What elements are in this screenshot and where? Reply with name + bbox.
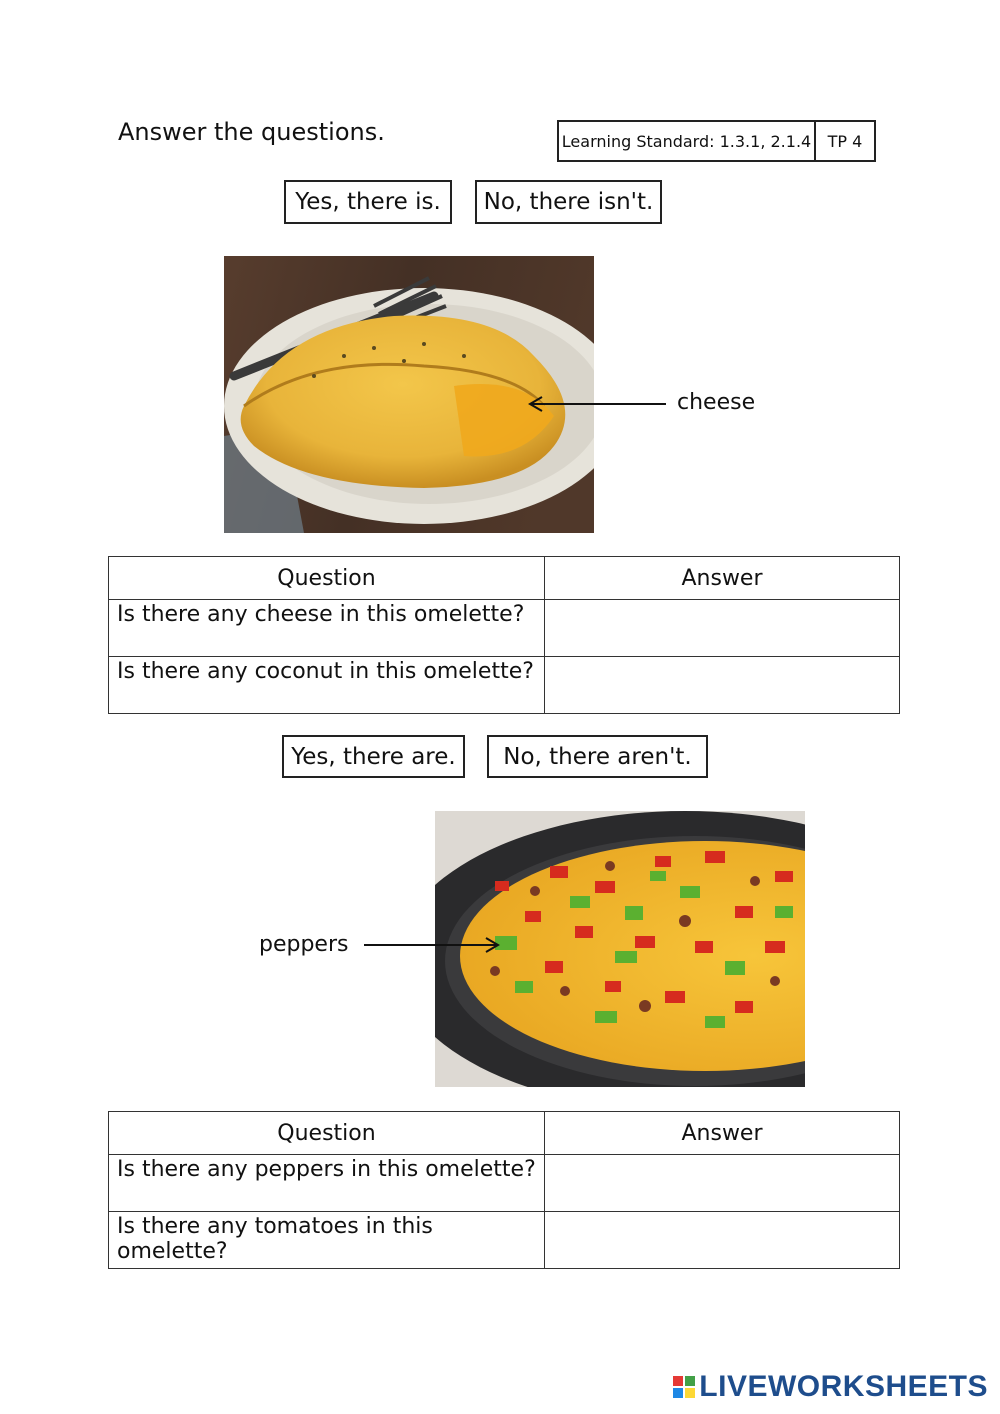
logo-text: LIVEWORKSHEETS bbox=[699, 1370, 988, 1403]
liveworksheets-logo bbox=[673, 1370, 988, 1404]
question-cell: Is there any peppers in this omelette? bbox=[109, 1155, 545, 1212]
question-cell: Is there any coconut in this omelette? bbox=[109, 657, 545, 714]
question-header: Question bbox=[109, 557, 545, 600]
answer-cell[interactable] bbox=[545, 1155, 900, 1212]
answer-header: Answer bbox=[545, 1112, 900, 1155]
tp-label: TP 4 bbox=[827, 131, 863, 151]
question-cell: Is there any tomatoes in this omelette? bbox=[109, 1212, 545, 1269]
option-no-there-arent[interactable]: No, there aren't. bbox=[487, 735, 708, 778]
table-row bbox=[109, 1155, 900, 1212]
question-table-1 bbox=[108, 556, 900, 714]
logo-mark-icon bbox=[673, 1376, 695, 1398]
learning-standard-box bbox=[557, 120, 876, 162]
option-no-there-isnt[interactable]: No, there isn't. bbox=[475, 180, 662, 224]
option-yes-there-are[interactable]: Yes, there are. bbox=[282, 735, 465, 778]
cheese-label: cheese bbox=[677, 390, 756, 415]
question-header: Question bbox=[109, 1112, 545, 1155]
question-table-2 bbox=[108, 1111, 900, 1269]
peppers-label: peppers bbox=[259, 932, 349, 957]
table-row bbox=[109, 1212, 900, 1269]
answer-cell[interactable] bbox=[545, 657, 900, 714]
learning-standard-label: Learning Standard: 1.3.1, 2.1.4 bbox=[559, 122, 816, 160]
answer-cell[interactable] bbox=[545, 600, 900, 657]
cheese-arrow-icon bbox=[526, 394, 668, 414]
instruction-text: Answer the questions. bbox=[118, 118, 385, 146]
question-cell: Is there any cheese in this omelette? bbox=[109, 600, 545, 657]
answer-cell[interactable] bbox=[545, 1212, 900, 1269]
table-row bbox=[109, 600, 900, 657]
answer-header: Answer bbox=[545, 557, 900, 600]
option-yes-there-is[interactable]: Yes, there is. bbox=[284, 180, 452, 224]
peppers-arrow-icon bbox=[362, 935, 502, 955]
table-row bbox=[109, 657, 900, 714]
